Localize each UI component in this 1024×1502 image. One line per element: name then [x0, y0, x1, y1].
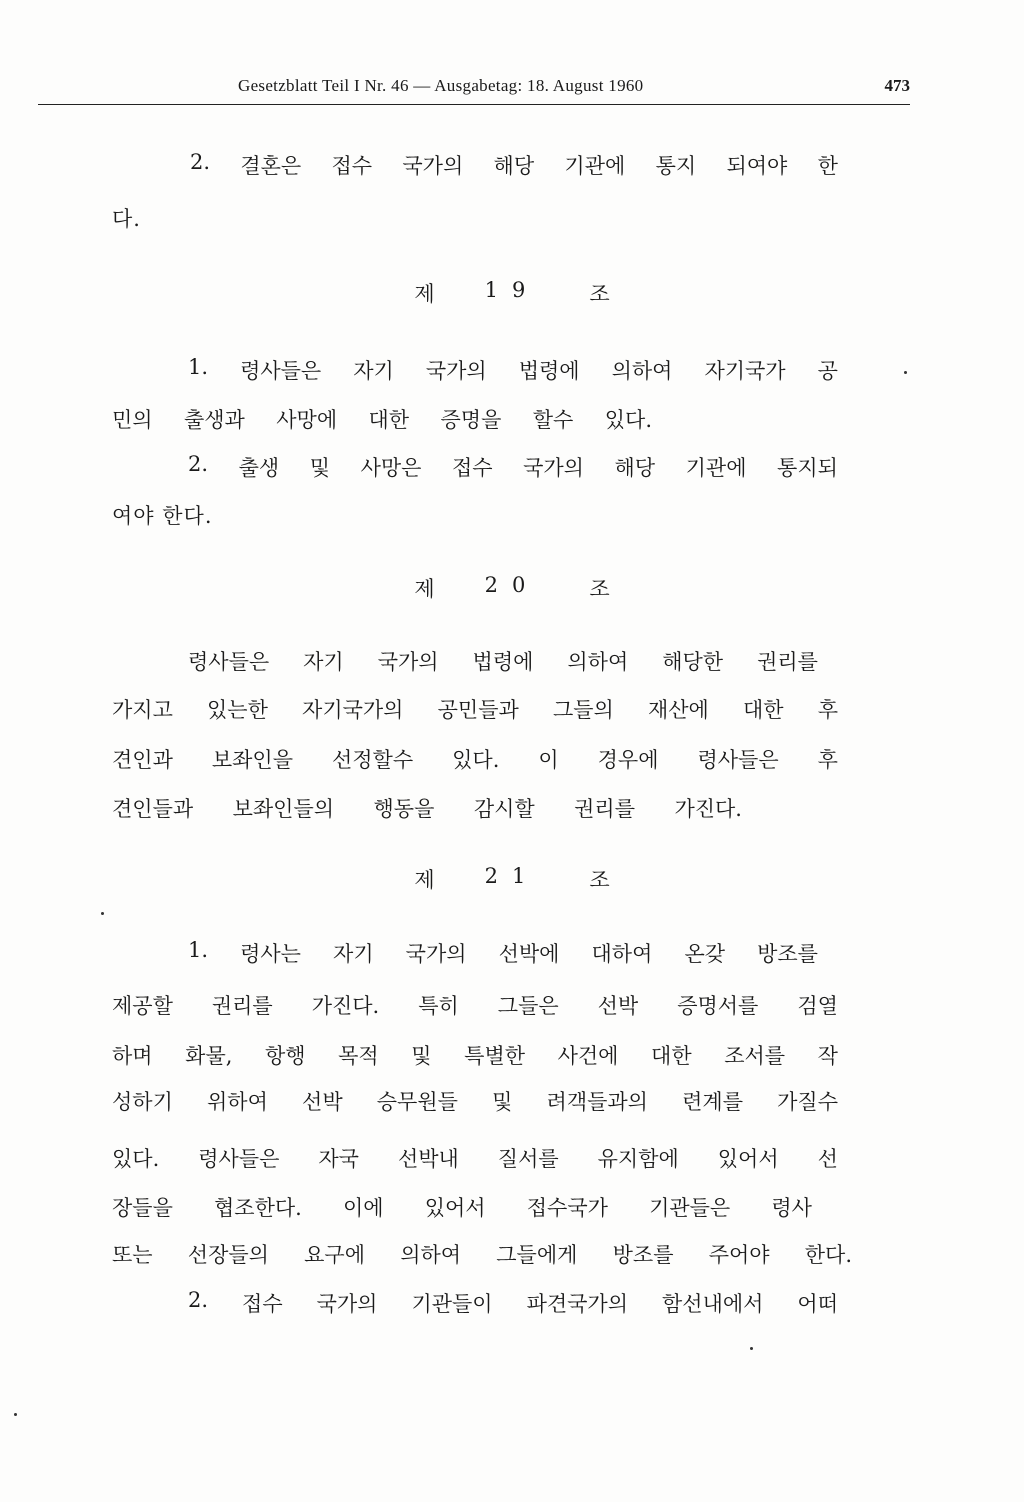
word: 가진다.	[674, 797, 742, 821]
word: 국가의	[523, 456, 584, 480]
word: 법령에	[518, 359, 580, 383]
word: 자기	[333, 942, 374, 966]
article19-line-2	[112, 404, 652, 434]
article-heading-prefix: 제	[414, 577, 435, 601]
word: 선	[817, 1147, 838, 1171]
word: 조서를	[724, 1044, 786, 1068]
article20-line-3	[112, 744, 838, 774]
word: 국가의	[405, 942, 467, 966]
word: 자기국가의	[302, 698, 404, 722]
article20-heading	[0, 573, 1024, 603]
word: 선박에	[498, 942, 560, 966]
word: 검열	[797, 994, 838, 1018]
word: 령사들은	[198, 1147, 280, 1171]
word: 가질수	[777, 1090, 838, 1114]
word: 접수	[242, 1292, 283, 1316]
scan-speck	[14, 1413, 17, 1416]
word: 대한	[651, 1044, 692, 1068]
word: 항행	[264, 1044, 306, 1068]
word: 및	[309, 456, 331, 480]
word: 권리를	[211, 994, 273, 1018]
word: 견인과	[112, 748, 173, 772]
word: 의하여	[400, 1243, 462, 1267]
word: 요구에	[304, 1243, 365, 1267]
word: 그들에게	[496, 1243, 578, 1267]
article21-line-6	[112, 1192, 812, 1222]
article21-line-8	[188, 1288, 838, 1318]
word: 기관에	[564, 154, 626, 178]
word: 가지고	[112, 698, 173, 722]
word: 행동을	[373, 797, 435, 821]
article-heading-number: 20	[484, 573, 540, 597]
word: 법령에	[472, 650, 534, 674]
word: 있는한	[207, 698, 268, 722]
word: 자국	[318, 1147, 359, 1171]
article21-line-5	[112, 1143, 838, 1173]
article21-line-3	[112, 1040, 838, 1070]
scan-speck	[750, 1347, 753, 1350]
word: 선장들의	[187, 1243, 269, 1267]
word: 국가의	[402, 154, 464, 178]
article21-line-1	[188, 938, 818, 968]
word: 이에	[343, 1196, 384, 1220]
word: 증명서를	[677, 994, 759, 1018]
word: 재산에	[647, 698, 709, 722]
gazette-title: Gesetzblatt Teil I Nr. 46 — Ausgabetag: 18. August 1960	[238, 76, 644, 95]
word: 자기국가	[704, 359, 786, 383]
word: 령사들은	[697, 748, 779, 772]
word: 사건에	[557, 1044, 619, 1068]
article-heading-prefix: 제	[414, 282, 435, 306]
article19-line-3	[188, 452, 838, 482]
word: 어떠	[797, 1292, 838, 1316]
word: 통지되	[777, 456, 838, 480]
word: 또는	[112, 1243, 153, 1267]
word: 및	[411, 1044, 432, 1068]
word: 하며	[112, 1044, 153, 1068]
word: 성하기	[112, 1090, 173, 1114]
word: 사망은	[360, 456, 422, 480]
word: 목적	[338, 1044, 379, 1068]
word: 되여야	[726, 154, 788, 178]
article18-line-1	[190, 150, 838, 180]
word: 그들의	[552, 698, 614, 722]
article-heading-suffix: 조	[589, 868, 610, 892]
word: 할수	[532, 408, 574, 432]
word: 이	[538, 748, 559, 772]
word: 대하여	[591, 942, 653, 966]
page-header	[38, 76, 910, 105]
word: 그들은	[497, 994, 559, 1018]
word: 출생	[238, 456, 280, 480]
word: 증명을	[440, 408, 502, 432]
article-heading-number: 19	[484, 278, 540, 302]
word: 보좌인을	[211, 748, 293, 772]
word: 특히	[418, 994, 459, 1018]
article19-line-1	[188, 355, 838, 385]
word: 령사들은	[240, 359, 322, 383]
word: 경우에	[597, 748, 659, 772]
word: 민의	[112, 408, 153, 432]
word: 권리를	[757, 650, 818, 674]
word: 선박	[597, 994, 639, 1018]
article20-line-1	[188, 646, 818, 676]
word: 국가의	[316, 1292, 378, 1316]
word: 대한	[742, 698, 784, 722]
word: 온갖	[684, 942, 726, 966]
word: 승무원들	[376, 1090, 458, 1114]
word: 후	[817, 698, 838, 722]
article19-heading	[0, 278, 1024, 308]
word: 2.	[188, 452, 209, 476]
article18-line-2: 다.	[112, 207, 141, 231]
word: 의하여	[611, 359, 673, 383]
article21-line-4	[112, 1086, 838, 1116]
article-heading-suffix: 조	[589, 577, 610, 601]
word: 기관에	[685, 456, 747, 480]
word: 방조를	[757, 942, 818, 966]
word: 선박	[302, 1090, 343, 1114]
word: 선정할수	[331, 748, 414, 772]
word: 자기	[303, 650, 344, 674]
article21-line-7	[112, 1239, 852, 1269]
article-heading-prefix: 제	[414, 868, 435, 892]
word: 있다.	[604, 408, 652, 432]
word: 해당한	[662, 650, 724, 674]
article-heading-suffix: 조	[589, 282, 610, 306]
word: 기관들은	[649, 1196, 731, 1220]
article-heading-number: 21	[484, 864, 540, 888]
scan-speck	[904, 371, 907, 374]
article21-line-2	[112, 990, 838, 1020]
word: 제공할	[112, 994, 173, 1018]
article19-line-4: 여야 한다.	[112, 504, 213, 528]
article20-line-2	[112, 694, 838, 724]
word: 유지함에	[597, 1147, 679, 1171]
word: 결혼은	[240, 154, 302, 178]
word: 자기	[353, 359, 394, 383]
word: 한	[817, 154, 838, 178]
word: 보좌인들의	[232, 797, 335, 821]
word: 령사는	[240, 942, 301, 966]
word: 2.	[190, 150, 211, 174]
scan-speck	[101, 912, 104, 915]
word: 선박내	[397, 1147, 459, 1171]
word: 특별한	[464, 1044, 526, 1068]
word: 접수국가	[526, 1196, 608, 1220]
word: 및	[492, 1090, 513, 1114]
word: 주어야	[708, 1243, 770, 1267]
article21-heading	[0, 864, 1024, 894]
word: 2.	[188, 1288, 209, 1312]
word: 작	[817, 1044, 838, 1068]
word: 파견국가의	[526, 1292, 629, 1316]
word: 접수	[331, 154, 373, 178]
word: 위하여	[207, 1090, 268, 1114]
word: 대한	[368, 408, 410, 432]
word: 통지	[655, 154, 697, 178]
word: 함선내에서	[662, 1292, 764, 1316]
word: 국가의	[377, 650, 439, 674]
word: 려객들과의	[546, 1090, 648, 1114]
word: 령사	[771, 1196, 812, 1220]
word: 있어서	[717, 1147, 779, 1171]
word: 기관들이	[411, 1292, 493, 1316]
word: 견인들과	[112, 797, 194, 821]
article20-line-4	[112, 793, 742, 823]
word: 1.	[188, 938, 209, 962]
word: 국가의	[425, 359, 487, 383]
word: 접수	[451, 456, 493, 480]
word: 권리를	[574, 797, 635, 821]
word: 감시할	[473, 797, 535, 821]
word: 련계를	[682, 1090, 743, 1114]
word: 령사들은	[188, 650, 270, 674]
word: 협조한다.	[214, 1196, 302, 1220]
word: 해당	[614, 456, 656, 480]
page-number: 473	[884, 76, 910, 95]
word: 의하여	[567, 650, 629, 674]
word: 장들을	[112, 1196, 173, 1220]
word: 있다.	[112, 1147, 160, 1171]
word: 사망에	[276, 408, 338, 432]
word: 있다.	[452, 748, 500, 772]
word: 출생과	[183, 408, 245, 432]
word: 방조를	[612, 1243, 674, 1267]
word: 한다.	[804, 1243, 852, 1267]
word: 가진다.	[311, 994, 380, 1018]
word: 해당	[493, 154, 535, 178]
word: 공민들과	[437, 698, 519, 722]
word: 있어서	[424, 1196, 486, 1220]
word: 후	[817, 748, 838, 772]
word: 질서를	[497, 1147, 559, 1171]
word: 화물,	[185, 1044, 233, 1068]
word: 1.	[188, 355, 209, 379]
word: 공	[817, 359, 838, 383]
